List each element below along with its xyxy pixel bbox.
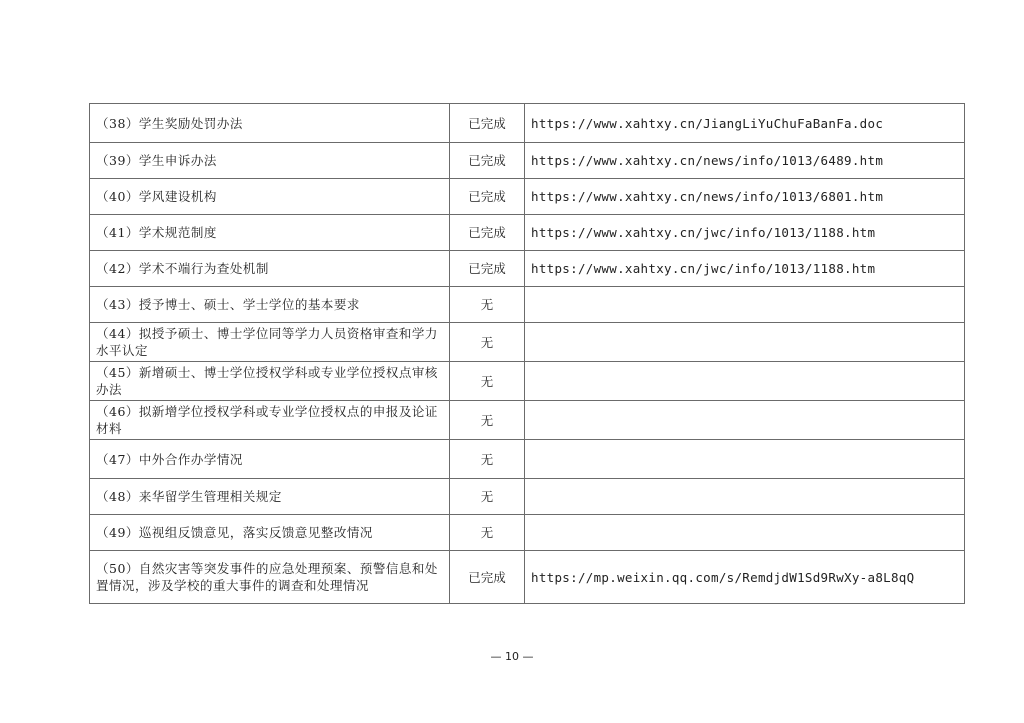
item-link[interactable]: https://www.xahtxy.cn/news/info/1013/6489.htm [525, 143, 965, 179]
page-number: — 10 — [490, 650, 534, 663]
item-status: 无 [450, 362, 525, 401]
item-status: 已完成 [450, 179, 525, 215]
disclosure-table [89, 103, 965, 604]
item-link[interactable]: https://www.xahtxy.cn/JiangLiYuChuFaBanFa.doc [525, 104, 965, 143]
item-name: （38）学生奖励处罚办法 [90, 104, 450, 143]
table-row [90, 179, 965, 215]
item-link [525, 323, 965, 362]
item-name: （46）拟新增学位授权学科或专业学位授权点的申报及论证材料 [90, 401, 450, 440]
item-status: 无 [450, 401, 525, 440]
item-link [525, 287, 965, 323]
item-name: （48）来华留学生管理相关规定 [90, 479, 450, 515]
item-name: （47）中外合作办学情况 [90, 440, 450, 479]
item-link [525, 479, 965, 515]
item-status: 无 [450, 323, 525, 362]
item-status: 无 [450, 287, 525, 323]
table-row [90, 440, 965, 479]
item-name: （39）学生申诉办法 [90, 143, 450, 179]
table-row [90, 104, 965, 143]
table-row [90, 287, 965, 323]
item-name: （41）学术规范制度 [90, 215, 450, 251]
item-name: （43）授予博士、硕士、学士学位的基本要求 [90, 287, 450, 323]
table-row [90, 479, 965, 515]
item-name: （50）自然灾害等突发事件的应急处理预案、预警信息和处置情况，涉及学校的重大事件的调查和处理情况 [90, 551, 450, 604]
table-row [90, 401, 965, 440]
item-link [525, 401, 965, 440]
table-row [90, 362, 965, 401]
item-status: 无 [450, 515, 525, 551]
table-row [90, 215, 965, 251]
table-row [90, 251, 965, 287]
item-name: （42）学术不端行为查处机制 [90, 251, 450, 287]
item-status: 已完成 [450, 104, 525, 143]
item-link [525, 515, 965, 551]
item-link [525, 362, 965, 401]
item-status: 无 [450, 440, 525, 479]
item-link[interactable]: https://mp.weixin.qq.com/s/RemdjdW1Sd9RwXy-a8L8qQ [525, 551, 965, 604]
item-name: （44）拟授予硕士、博士学位同等学力人员资格审查和学力水平认定 [90, 323, 450, 362]
item-name: （45）新增硕士、博士学位授权学科或专业学位授权点审核办法 [90, 362, 450, 401]
item-name: （49）巡视组反馈意见，落实反馈意见整改情况 [90, 515, 450, 551]
table-row [90, 323, 965, 362]
item-name: （40）学风建设机构 [90, 179, 450, 215]
item-status: 无 [450, 479, 525, 515]
table-row [90, 551, 965, 604]
item-status: 已完成 [450, 215, 525, 251]
item-status: 已完成 [450, 251, 525, 287]
item-link[interactable]: https://www.xahtxy.cn/news/info/1013/6801.htm [525, 179, 965, 215]
item-status: 已完成 [450, 143, 525, 179]
item-status: 已完成 [450, 551, 525, 604]
table-row [90, 515, 965, 551]
item-link[interactable]: https://www.xahtxy.cn/jwc/info/1013/1188.htm [525, 251, 965, 287]
table-row [90, 143, 965, 179]
item-link [525, 440, 965, 479]
item-link[interactable]: https://www.xahtxy.cn/jwc/info/1013/1188.htm [525, 215, 965, 251]
